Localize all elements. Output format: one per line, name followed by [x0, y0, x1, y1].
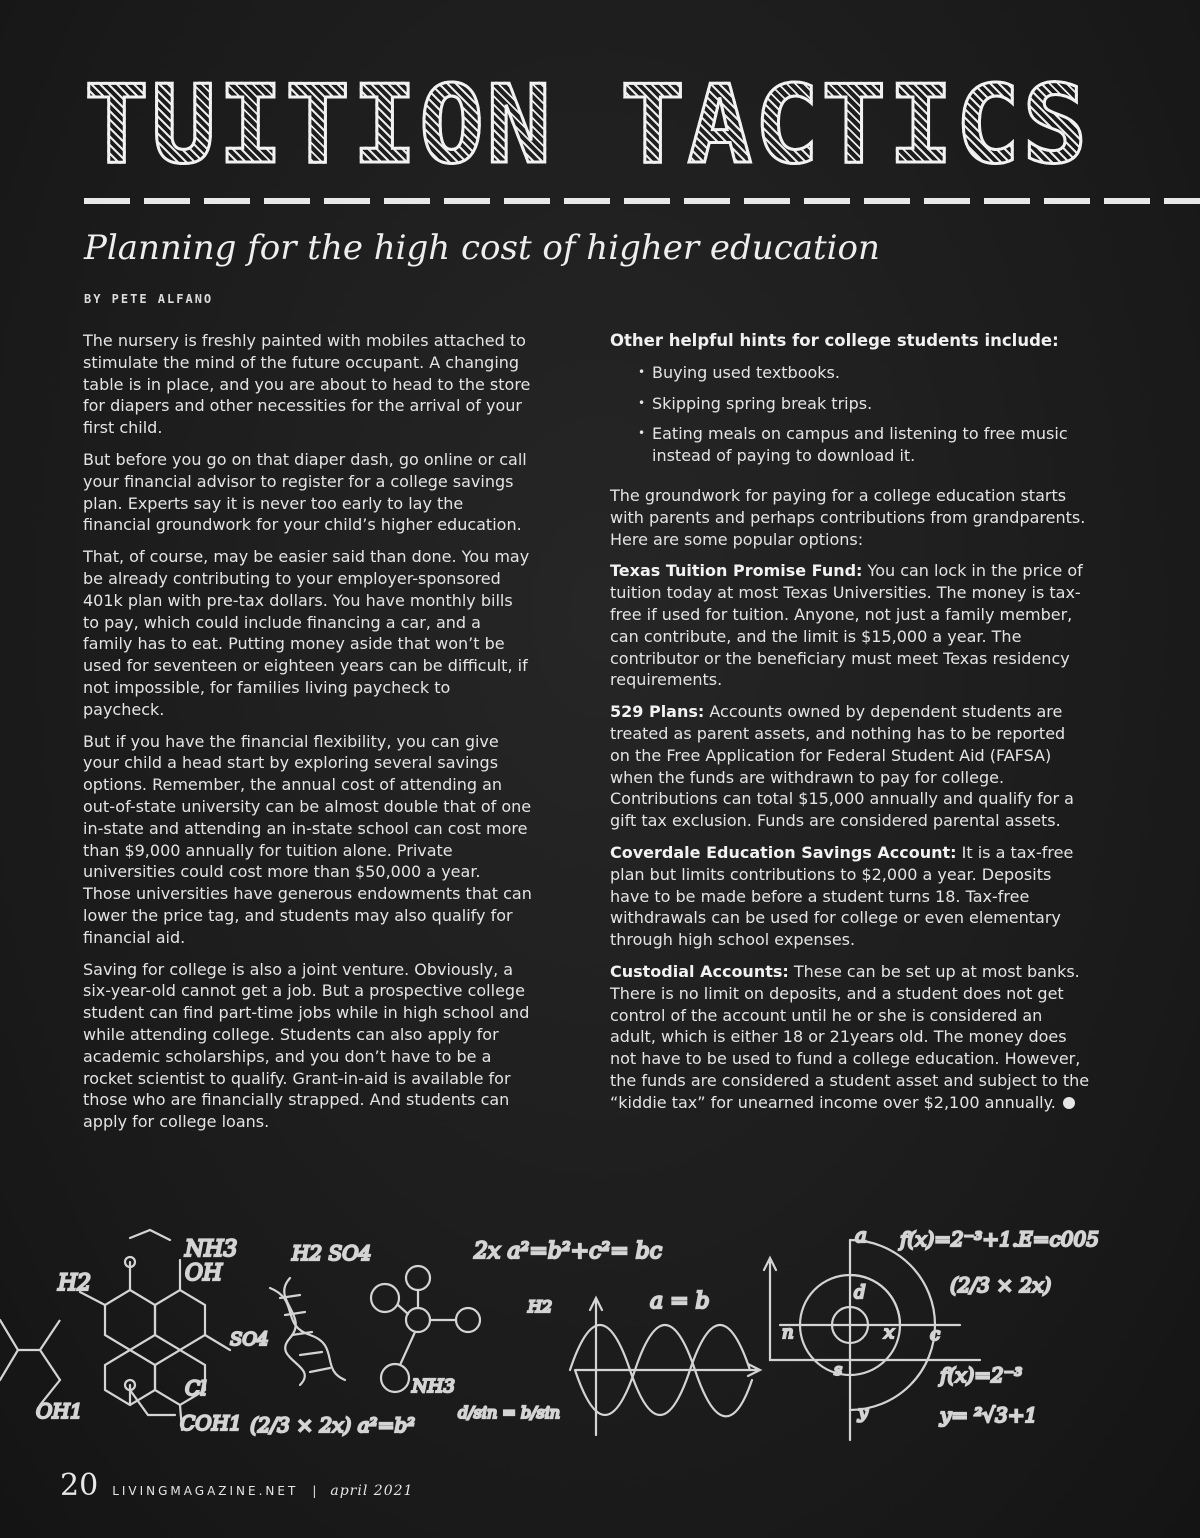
doodle-label: a: [855, 1223, 867, 1247]
right-column: [610, 330, 1090, 1124]
option-lead: 529 Plans:: [610, 702, 705, 722]
doodle-label: 2x a²=b²+c²= bc: [474, 1239, 663, 1264]
byline: BY PETE ALFANO: [84, 292, 214, 306]
body-paragraph: The nursery is freshly painted with mobiles attached to stimulate the mind of the future occupant. A changing table is in place, and you are about to head to the store for diapers and other necessities for the arrival of your first child.: [83, 331, 531, 438]
issue-date: april 2021: [330, 1483, 414, 1499]
body-paragraph: Saving for college is also a joint venture. Obviously, a six-year-old cannot get a job. But a prospective college student can find part-time jobs while in high school and while attending college. Students can also apply for academic scholarships, and you don’t have to be a rocket scientist to qualify. Grant-in-aid is available for those who are financially strapped. And students can apply for college loans.: [83, 959, 530, 1132]
option-text: You can lock in the price of tuition today at most Texas Universities. The money is tax-free if used for tuition. Anyone, not just a family member, can contribute, and the limit is $15,000 a year. The contributor or the beneficiary must meet Texas residency requirements.: [610, 561, 1083, 690]
options-intro: The groundwork for paying for a college education starts with parents and perhaps contributions from grandparents. Here are some popular options:: [610, 485, 1086, 549]
doodle-label: H2 SO4: [292, 1241, 372, 1265]
doodle-label: f(x)=2⁻³: [940, 1363, 1023, 1387]
chalk-doodles: [0, 1200, 1200, 1460]
option-lead: Coverdale Education Savings Account:: [610, 842, 957, 862]
doodle-label: (2/3 × 2x) a²=b²: [250, 1413, 416, 1437]
doodle-label: d: [854, 1282, 866, 1303]
doodle-label: x: [884, 1322, 895, 1343]
doodle-label: NH3: [185, 1237, 238, 1262]
doodle-label: y: [858, 1402, 869, 1423]
body-paragraph: That, of course, may be easier said than done. You may be already contributing to your employer-sponsored 401k plan with pre-tax dollars. You have monthly bills to pay, which could include financing a car, and a family has to eat. Putting money aside that won’t be used for seventeen or eighteen years can be difficult, if not impossible, for families living paycheck to paycheck.: [83, 547, 530, 719]
footer-separator: |: [312, 1484, 317, 1498]
doodle-label: NH3: [412, 1376, 455, 1397]
doodle-label: H2: [58, 1271, 92, 1296]
network-doodle: [371, 1266, 480, 1392]
hint-item: • Eating meals on campus and listening to free music instead of paying to download it.: [638, 423, 1090, 467]
doodle-label: y= ²√3+1: [940, 1403, 1038, 1427]
dashed-divider: [84, 198, 1200, 204]
option-text: Accounts owned by dependent students are treated as parent assets, and nothing has to be reported on the Free Application for Federal Student Aid (FAFSA) when the funds are withdrawn to pay for college. Contributions can total $15,000 annually and qualify for a gift tax exclusion. Funds are considered parental assets.: [610, 702, 1074, 831]
doodle-label: d/sin = b/sin: [458, 1403, 561, 1422]
doodle-label: c: [930, 1324, 941, 1345]
doodle-label: COH1: [180, 1411, 242, 1435]
option-lead: Custodial Accounts:: [610, 961, 789, 981]
doodle-label: H2: [528, 1297, 553, 1316]
doodle-label: s: [834, 1360, 843, 1379]
option-paragraph: [610, 701, 1090, 832]
option-lead: Texas Tuition Promise Fund:: [610, 561, 863, 581]
doodle-label: OH1: [36, 1399, 83, 1423]
hints-list: [610, 362, 1090, 467]
site-url: LIVINGMAGAZINE.NET: [112, 1484, 299, 1498]
doodle-label: f(x)=2⁻³+1.E=c005: [900, 1227, 1099, 1251]
wave-graph-doodle: [570, 1298, 760, 1435]
body-paragraph: But before you go on that diaper dash, go online or call your financial advisor to register for a college savings plan. Experts say it is never too early to lay the financial groundwork for your child’s higher education.: [83, 449, 527, 535]
option-paragraph: [610, 961, 1090, 1114]
end-of-article-icon: [1063, 1097, 1075, 1109]
doodle-label: SO4: [230, 1329, 269, 1350]
doodle-label: OH: [185, 1261, 223, 1286]
doodle-label: (2/3 × 2x): [950, 1273, 1052, 1297]
doodle-label: a = b: [650, 1289, 710, 1314]
page-footer: [60, 1468, 413, 1503]
left-column: [83, 330, 533, 1143]
article-title: TUITION TACTICS: [84, 63, 1090, 188]
hint-item: • Skipping spring break trips.: [638, 393, 1090, 415]
hint-item: • Buying used textbooks.: [638, 362, 1090, 384]
doodle-label: Cl: [185, 1376, 207, 1400]
page-number: 20: [60, 1468, 99, 1503]
option-text: These can be set up at most banks. There is no limit on deposits, and a student does not get control of the account until he or she is considered an adult, which is either 18 or 21years old. The money does not have to be used to fund a college education. However, the funds are considered a student asset and subject to the “kiddie tax” for unearned income over $2,100 annually.: [610, 961, 1090, 1112]
doodle-label: n: [782, 1322, 794, 1343]
option-paragraph: [610, 842, 1090, 951]
dna-doodle: [270, 1278, 345, 1385]
body-paragraph: But if you have the financial flexibility, you can give your child a head start by exploring several savings options. Remember, the annual cost of attending an out-of-state university can be almost double that of one in-state and attending an in-state school can cost more than $9,000 annually for tuition alone. Private universities could cost more than $50,000 a year. Those universities have generous endowments that can lower the price tag, and students may also qualify for financial aid.: [83, 731, 532, 947]
hints-heading: Other helpful hints for college students include:: [610, 331, 1059, 350]
option-paragraph: [610, 560, 1090, 691]
article-subtitle: Planning for the high cost of higher education: [84, 228, 880, 268]
option-text: It is a tax-free plan but limits contributions to $2,000 a year. Deposits have to be made before a student turns 18. Tax-free withdrawals can be used for college or even elementary through high school expenses.: [610, 842, 1074, 950]
